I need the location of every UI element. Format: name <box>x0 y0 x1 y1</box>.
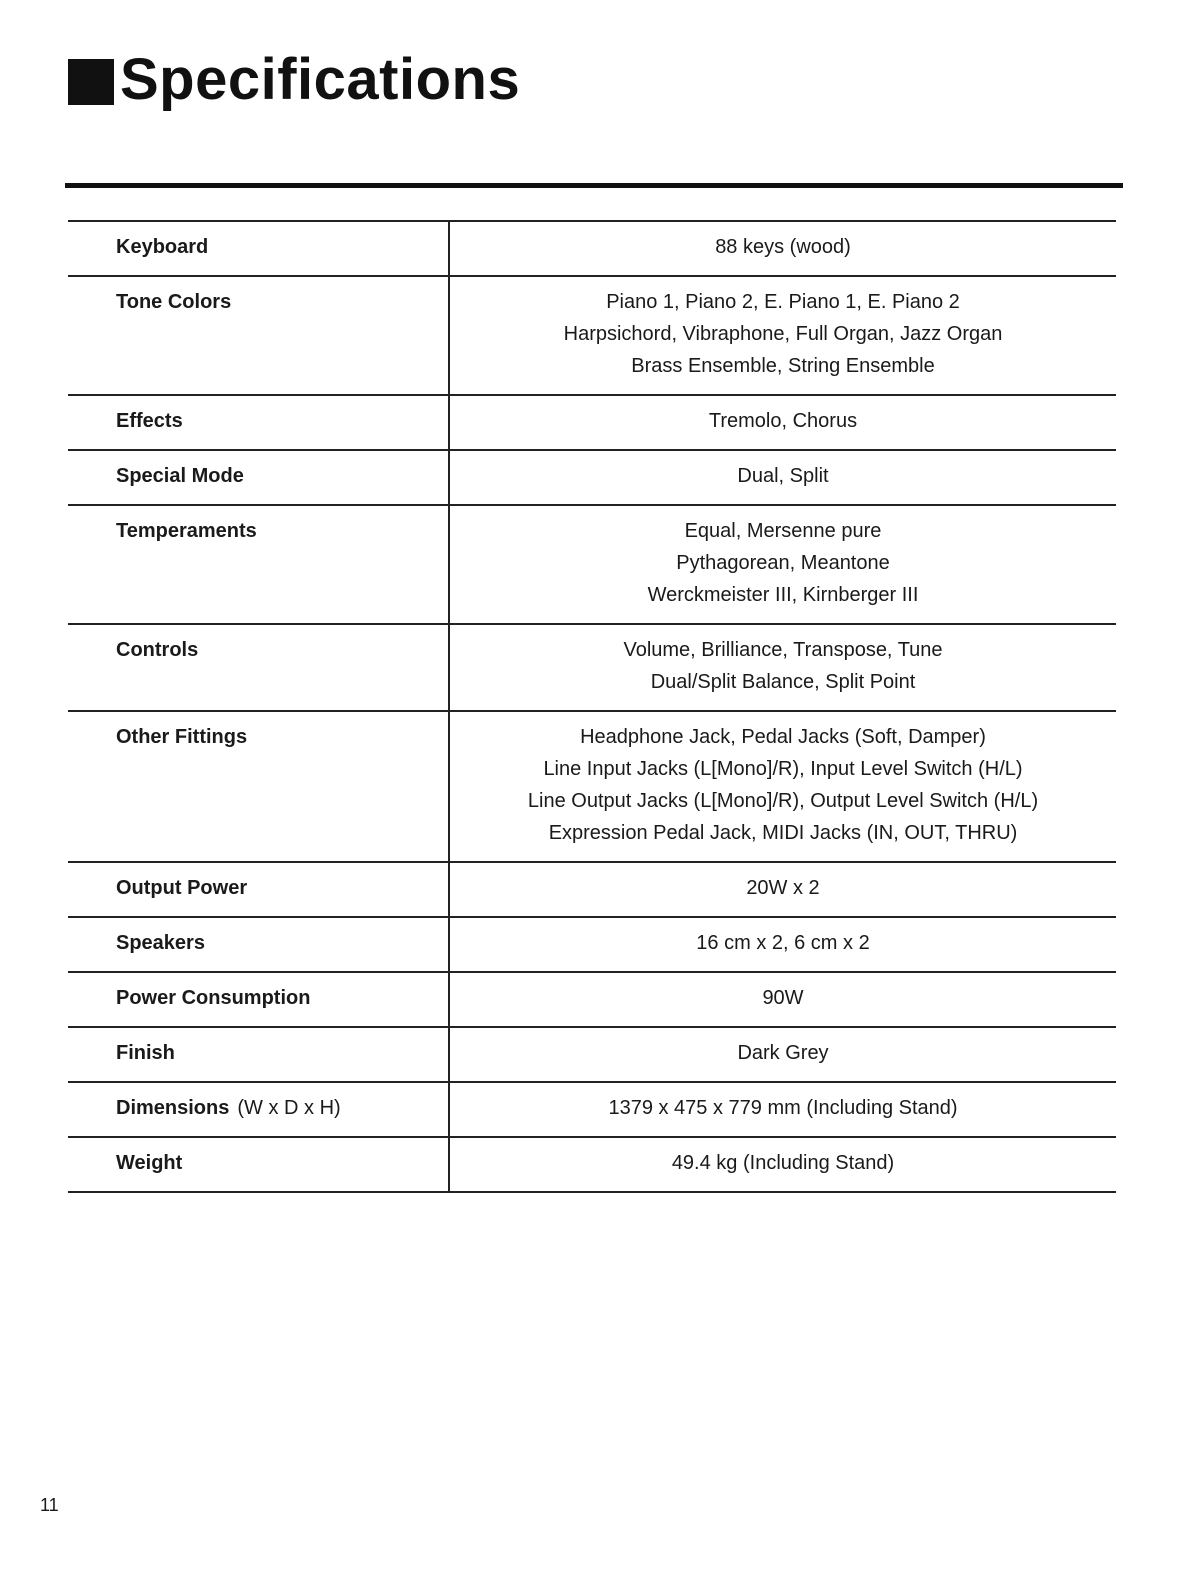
spec-value-line: Tremolo, Chorus <box>708 410 858 432</box>
spec-row <box>68 972 1116 1027</box>
spec-label: Tone Colors <box>116 291 232 313</box>
spec-value-line: Pythagorean, Meantone <box>676 552 890 574</box>
spec-row <box>68 395 1116 450</box>
spec-label: Output Power <box>116 877 248 899</box>
spec-label-cell <box>68 862 449 917</box>
spec-row <box>68 917 1116 972</box>
spec-value-line: Line Input Jacks (L[Mono]/R), Input Level Switch (H/L) <box>543 758 1023 780</box>
spec-value-line: Werckmeister III, Kirnberger III <box>647 584 919 606</box>
spec-row <box>68 862 1116 917</box>
spec-label-cell <box>68 972 449 1027</box>
spec-value-line: Brass Ensemble, String Ensemble <box>631 355 935 377</box>
spec-label-cell <box>68 505 449 624</box>
page-heading <box>68 48 520 112</box>
spec-value-cell <box>449 917 1116 972</box>
spec-label-cell <box>68 624 449 711</box>
spec-value-cell <box>449 1082 1116 1137</box>
spec-row <box>68 624 1116 711</box>
spec-label-cell <box>68 1027 449 1082</box>
spec-value-line: Volume, Brilliance, Transpose, Tune <box>623 639 943 661</box>
spec-label-cell <box>68 917 449 972</box>
spec-label: Effects <box>116 410 183 432</box>
spec-value-line: Headphone Jack, Pedal Jacks (Soft, Damper) <box>580 726 986 748</box>
spec-label-cell <box>68 711 449 862</box>
spec-row <box>68 450 1116 505</box>
spec-value-cell <box>449 1027 1116 1082</box>
spec-label-cell <box>68 450 449 505</box>
spec-value-line: Expression Pedal Jack, MIDI Jacks (IN, OUT, THRU) <box>548 822 1018 844</box>
spec-value-line: Dual/Split Balance, Split Point <box>650 671 916 693</box>
spec-value-line: Equal, Mersenne pure <box>684 520 882 542</box>
spec-label-cell <box>68 1082 449 1137</box>
page-number: 11 <box>40 1495 59 1515</box>
spec-value-cell <box>449 862 1116 917</box>
spec-value-cell <box>449 276 1116 395</box>
heading-square-icon <box>68 59 114 105</box>
spec-value-line: 90W <box>762 987 804 1009</box>
spec-value-cell <box>449 972 1116 1027</box>
spec-value-cell <box>449 505 1116 624</box>
spec-label: Weight <box>116 1152 183 1174</box>
spec-row <box>68 1082 1116 1137</box>
spec-label-cell <box>68 395 449 450</box>
spec-label-cell <box>68 1137 449 1192</box>
spec-label-cell <box>68 276 449 395</box>
page-title: Specifications <box>120 47 521 112</box>
spec-label-cell <box>68 221 449 276</box>
spec-row <box>68 1027 1116 1082</box>
spec-label: Temperaments <box>116 520 257 542</box>
spec-row <box>68 505 1116 624</box>
spec-value-line: Dark Grey <box>737 1042 829 1064</box>
spec-value-line: 1379 x 475 x 779 mm (Including Stand) <box>608 1097 958 1119</box>
spec-value-line: Dual, Split <box>737 465 829 487</box>
spec-label: Speakers <box>116 932 205 954</box>
specifications-table <box>68 220 1116 1193</box>
spec-row <box>68 276 1116 395</box>
spec-label: Other Fittings <box>116 726 248 748</box>
title-divider <box>65 183 1123 188</box>
spec-row <box>68 711 1116 862</box>
spec-value-line: 88 keys (wood) <box>715 236 851 258</box>
spec-value-line: 16 cm x 2, 6 cm x 2 <box>696 932 870 954</box>
spec-label: Power Consumption <box>116 987 311 1009</box>
spec-label: Controls <box>116 639 199 661</box>
spec-value-line: Harpsichord, Vibraphone, Full Organ, Jazz Organ <box>563 323 1003 345</box>
spec-label-extra: (W x D x H) <box>237 1097 341 1119</box>
specifications-table-body <box>68 221 1116 1192</box>
spec-value-cell <box>449 450 1116 505</box>
spec-label: Keyboard <box>116 236 209 258</box>
spec-value-line: Piano 1, Piano 2, E. Piano 1, E. Piano 2 <box>606 291 960 313</box>
spec-label: Dimensions <box>116 1097 230 1119</box>
spec-label: Special Mode <box>116 465 244 487</box>
spec-value-cell <box>449 221 1116 276</box>
spec-value-line: 49.4 kg (Including Stand) <box>671 1152 895 1174</box>
spec-value-cell <box>449 395 1116 450</box>
spec-label: Finish <box>116 1042 175 1064</box>
spec-value-cell <box>449 1137 1116 1192</box>
spec-value-cell <box>449 711 1116 862</box>
spec-row <box>68 221 1116 276</box>
spec-row <box>68 1137 1116 1192</box>
spec-value-line: Line Output Jacks (L[Mono]/R), Output Level Switch (H/L) <box>527 790 1039 812</box>
spec-value-line: 20W x 2 <box>746 877 820 899</box>
spec-value-cell <box>449 624 1116 711</box>
